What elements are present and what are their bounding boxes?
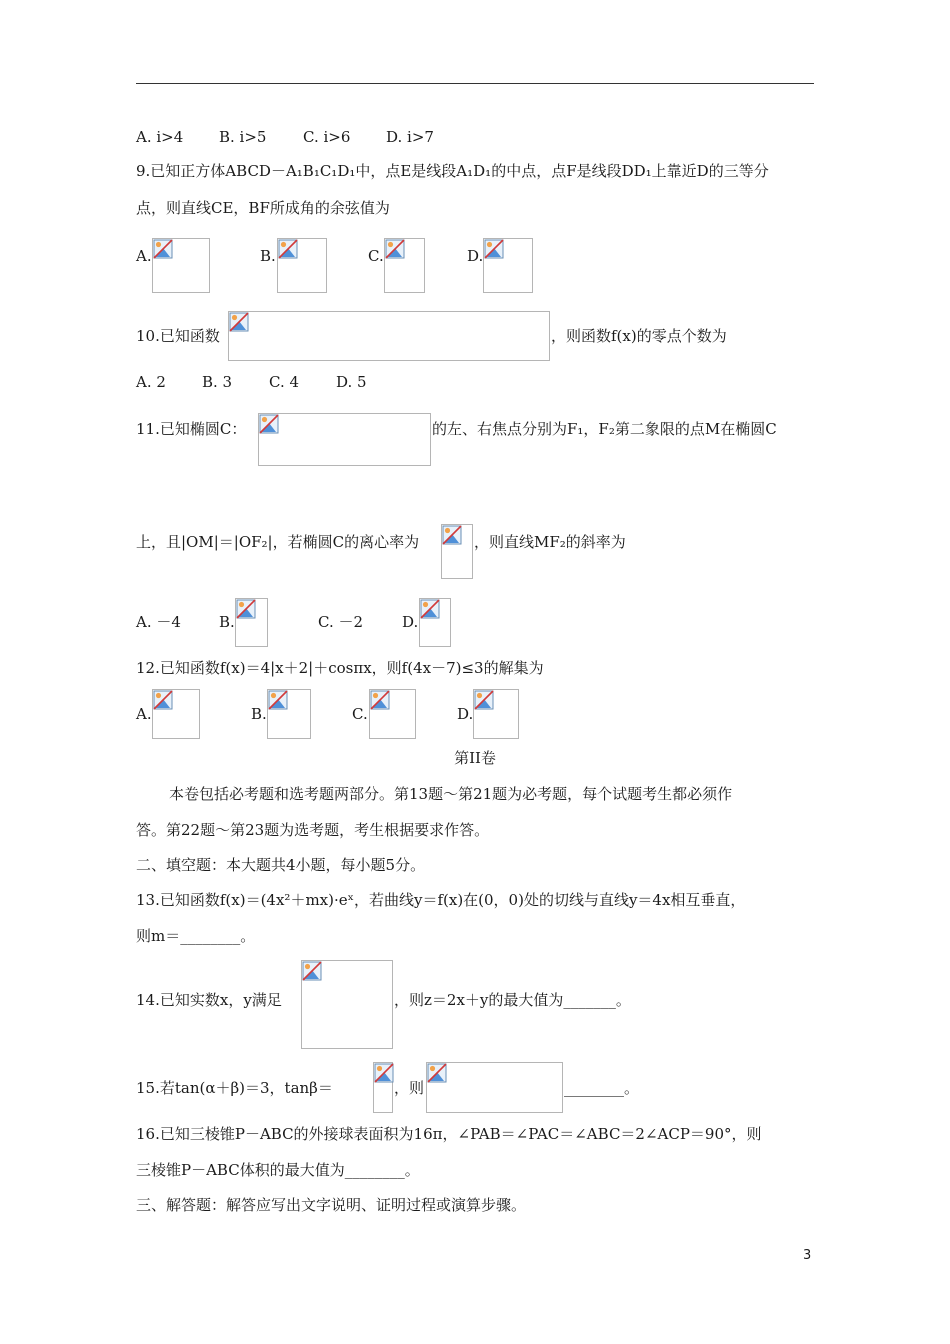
q14-stem-prefix: 14.已知实数x，y满足 bbox=[136, 991, 282, 1009]
q15-stem-suffix: ________。 bbox=[564, 1079, 640, 1097]
broken-image-icon bbox=[153, 239, 173, 259]
q12-option-a-label: A. bbox=[136, 705, 152, 723]
q9-stem-line1: 9.已知正方体ABCD－A₁B₁C₁D₁中，点E是线段A₁D₁的中点，点F是线段DD₁上靠近D的三等分 bbox=[136, 162, 769, 180]
q8-option-a: A. i>4 bbox=[136, 128, 184, 146]
part2-intro-line1: 本卷包括必考题和选考题两部分。第13题～第21题为必考题，每个试题考生都必须作 bbox=[169, 785, 733, 803]
broken-image-icon bbox=[474, 690, 494, 710]
q10-option-a: A. 2 bbox=[136, 373, 166, 391]
q16-stem-line1: 16.已知三棱锥P－ABC的外接球表面积为16π，∠PAB＝∠PAC＝∠ABC＝2∠ACP＝90°，则 bbox=[136, 1125, 762, 1143]
broken-image-icon bbox=[442, 525, 462, 545]
q8-option-b: B. i>5 bbox=[219, 128, 267, 146]
q12-stem: 12.已知函数f(x)＝4|x＋2|＋cosπx，则f(4x－7)≤3的解集为 bbox=[136, 659, 544, 677]
q14-stem-suffix: ，则z＝2x＋y的最大值为_______。 bbox=[394, 991, 631, 1009]
q15-stem-mid: ，则 bbox=[394, 1079, 425, 1097]
q9-stem-line2: 点，则直线CE，BF所成角的余弦值为 bbox=[136, 199, 390, 217]
broken-image-icon bbox=[229, 312, 249, 332]
broken-image-icon bbox=[236, 599, 256, 619]
q14-constraints-image bbox=[301, 960, 393, 1049]
broken-image-icon bbox=[427, 1063, 447, 1083]
broken-image-icon bbox=[278, 239, 298, 259]
q11-option-b-image bbox=[235, 598, 268, 647]
section2-heading: 二、填空题：本大题共4小题，每小题5分。 bbox=[136, 856, 426, 874]
q10-option-d: D. 5 bbox=[336, 373, 367, 391]
q9-option-d-label: D. bbox=[467, 247, 484, 265]
broken-image-icon bbox=[374, 1063, 394, 1083]
q10-stem-prefix: 10.已知函数 bbox=[136, 327, 220, 345]
broken-image-icon bbox=[268, 690, 288, 710]
q11-stem-line2-suffix: ，则直线MF₂的斜率为 bbox=[474, 533, 626, 551]
broken-image-icon bbox=[370, 690, 390, 710]
q11-stem-prefix: 11.已知椭圆C： bbox=[136, 420, 247, 438]
q11-eccentricity-image bbox=[441, 524, 473, 579]
broken-image-icon bbox=[484, 239, 504, 259]
part2-intro-line2: 答。第22题～第23题为选考题，考生根据要求作答。 bbox=[136, 821, 490, 839]
page-number: 3 bbox=[803, 1248, 812, 1263]
q12-option-a-image bbox=[152, 689, 200, 739]
broken-image-icon bbox=[153, 690, 173, 710]
header-rule bbox=[136, 83, 814, 84]
q11-stem-line2-prefix: 上，且|OM|＝|OF₂|，若椭圆C的离心率为 bbox=[136, 533, 420, 551]
q10-function-image bbox=[228, 311, 550, 361]
q10-option-b: B. 3 bbox=[202, 373, 233, 391]
q9-option-a-image bbox=[152, 238, 210, 293]
q11-option-d-label: D. bbox=[402, 613, 419, 631]
q11-stem-suffix: 的左、右焦点分别为F₁，F₂第二象限的点M在椭圆C bbox=[432, 420, 777, 438]
q10-stem-suffix: ，则函数f(x)的零点个数为 bbox=[551, 327, 727, 345]
q8-option-c: C. i>6 bbox=[303, 128, 351, 146]
q11-option-d-image bbox=[419, 598, 451, 647]
q8-option-d: D. i>7 bbox=[386, 128, 434, 146]
broken-image-icon bbox=[420, 599, 440, 619]
q11-option-a: A. －4 bbox=[136, 613, 181, 631]
q12-option-d-image bbox=[473, 689, 519, 739]
q9-option-a-label: A. bbox=[136, 247, 152, 265]
section3-heading: 三、解答题：解答应写出文字说明、证明过程或演算步骤。 bbox=[136, 1196, 527, 1214]
broken-image-icon bbox=[385, 239, 405, 259]
q11-option-c: C. －2 bbox=[318, 613, 364, 631]
q9-option-b-label: B. bbox=[260, 247, 276, 265]
broken-image-icon bbox=[302, 961, 322, 981]
q15-expression-image bbox=[426, 1062, 563, 1113]
q13-stem-line1: 13.已知函数f(x)＝(4x²＋mx)·eˣ，若曲线y＝f(x)在(0，0)处的切线与直线y＝4x相互垂直， bbox=[136, 891, 746, 909]
q13-stem-line2: 则m＝________。 bbox=[136, 927, 256, 945]
q12-option-c-image bbox=[369, 689, 416, 739]
q11-ellipse-image bbox=[258, 413, 431, 466]
q9-option-c-label: C. bbox=[368, 247, 384, 265]
q11-option-b-label: B. bbox=[219, 613, 235, 631]
part2-title: 第II卷 bbox=[454, 749, 496, 767]
q12-option-b-image bbox=[267, 689, 311, 739]
q15-tan-beta-image bbox=[373, 1062, 393, 1113]
q9-option-b-image bbox=[277, 238, 327, 293]
q12-option-d-label: D. bbox=[457, 705, 474, 723]
q10-option-c: C. 4 bbox=[269, 373, 300, 391]
q9-option-d-image bbox=[483, 238, 533, 293]
q9-option-c-image bbox=[384, 238, 425, 293]
q16-stem-line2: 三棱锥P－ABC体积的最大值为________。 bbox=[136, 1161, 420, 1179]
q12-option-c-label: C. bbox=[352, 705, 368, 723]
q12-option-b-label: B. bbox=[251, 705, 267, 723]
broken-image-icon bbox=[259, 414, 279, 434]
q15-stem-prefix: 15.若tan(α＋β)＝3，tanβ＝ bbox=[136, 1079, 333, 1097]
